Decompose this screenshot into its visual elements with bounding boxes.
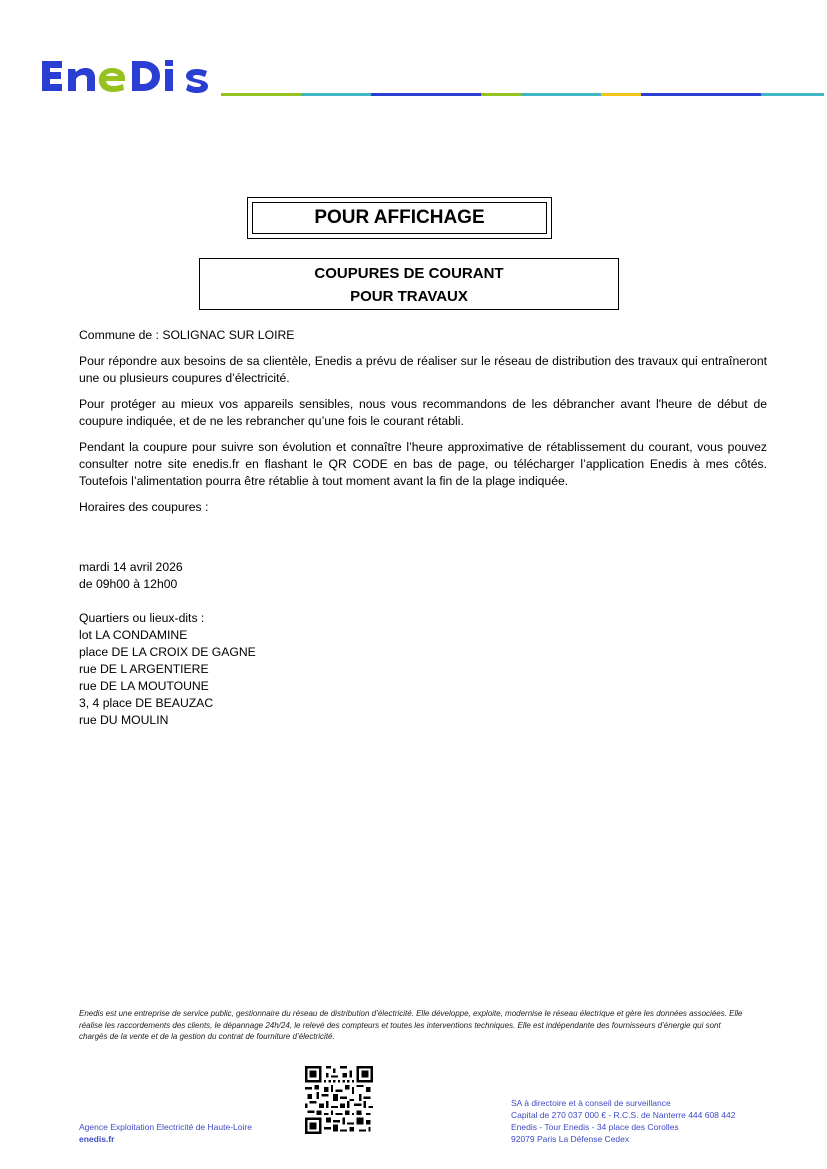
schedule-hours: de 09h00 à 12h00 (79, 577, 178, 591)
company-info-line: 92079 Paris La Défense Cedex (511, 1134, 630, 1144)
page-title: POUR AFFICHAGE (252, 202, 547, 234)
company-info-line: Capital de 270 037 000 € - R.C.S. de Nanterre 444 608 442 (511, 1110, 736, 1120)
agency-name: Agence Exploitation Electricité de Haute-Loire (79, 1122, 252, 1132)
company-info-line: Enedis - Tour Enedis - 34 place des Corolles (511, 1122, 679, 1132)
subtitle-line-2: POUR TRAVAUX (350, 288, 468, 305)
subtitle-line-1: COUPURES DE COURANT (314, 265, 504, 282)
qr-code[interactable] (305, 1066, 373, 1134)
paragraph-2: Pour protéger au mieux vos appareils sensibles, nous vous recommandons de les débrancher avant l'heure de début de coupure indiquée, et de ne les rebrancher qu’une fois le courant rétabli. (79, 397, 767, 428)
enedis-logo (40, 55, 218, 101)
legal-notice: Enedis est une entreprise de service public, gestionnaire du réseau de distribution d’électricité. Elle développe, exploite, modernise le réseau électrique et gère les données associées. Elle réalise les raccordements des clients, le dépannage 24h/24, le relevé des compteurs et toutes les interventions techniques. Elle est indépendante des fournisseurs d’énergie qui sont chargés de la vente et de la gestion du contrat de fourniture d’électricité. (79, 1009, 743, 1041)
footer-agency (79, 1121, 252, 1145)
location-item: 3, 4 place DE BEAUZAC (79, 696, 214, 710)
header-divider (221, 93, 824, 96)
subtitle-box (199, 258, 619, 310)
schedule-date: mardi 14 avril 2026 (79, 560, 183, 574)
location-item: rue DU MOULIN (79, 713, 169, 727)
footer-company-info (511, 1097, 735, 1145)
paragraph-3: Pendant la coupure pour suivre son évolution et connaître l’heure approximative de rétablissement du courant, vous pouvez consulter notre site enedis.fr en flashant le QR CODE en bas de page, ou télécharger l’application Enedis à mes côtés. Toutefois l’alimentation pourra être rétablie à tout moment avant la fin de la plage indiquée. (79, 440, 767, 488)
location-item: rue DE L ARGENTIERE (79, 662, 209, 676)
commune: Commune de : SOLIGNAC SUR LOIRE (79, 328, 295, 342)
horaires-label: Horaires des coupures : (79, 500, 209, 514)
title-box (247, 197, 552, 239)
paragraph-1: Pour répondre aux besoins de sa clientèle, Enedis a prévu de réaliser sur le réseau de distribution des travaux qui entraîneront une ou plusieurs coupures d’électricité. (79, 354, 767, 385)
company-info-line: SA à directoire et à conseil de surveillance (511, 1098, 671, 1108)
notice-body (79, 327, 767, 729)
location-item: place DE LA CROIX DE GAGNE (79, 645, 256, 659)
quartiers-label: Quartiers ou lieux-dits : (79, 611, 205, 625)
location-item: lot LA CONDAMINE (79, 628, 188, 642)
location-item: rue DE LA MOUTOUNE (79, 679, 209, 693)
website-link[interactable]: enedis.fr (79, 1134, 115, 1144)
